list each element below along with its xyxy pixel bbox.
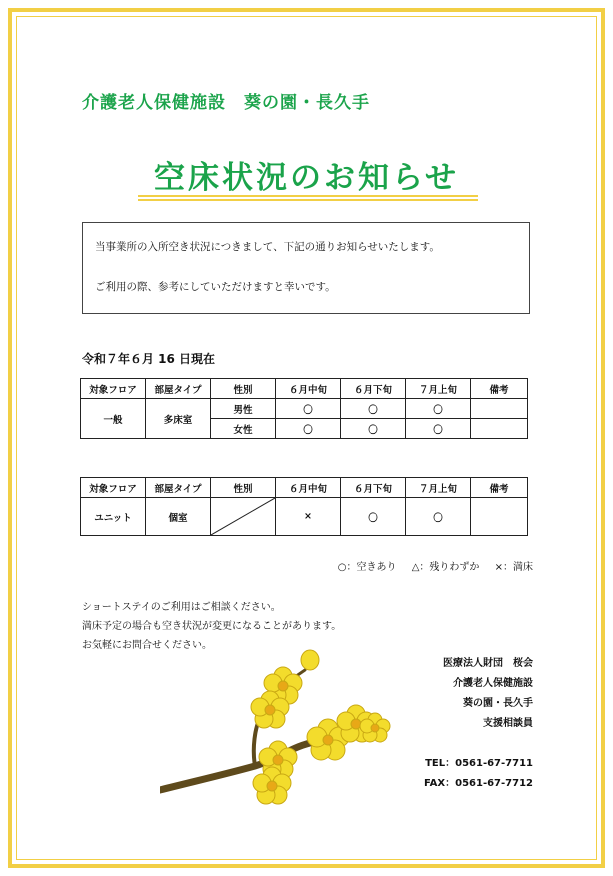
header-mid-june: ６月中旬: [276, 379, 341, 399]
remarks-cell: [471, 498, 528, 536]
diagonal-slash: [211, 498, 275, 535]
status-cell: 〇: [341, 498, 406, 536]
floor-cell: ユニット: [81, 498, 146, 536]
status-cell: 〇: [406, 419, 471, 439]
title-underline-double: [138, 199, 478, 201]
page-title: 空床状況のお知らせ: [153, 160, 460, 196]
note-line: 満床予定の場合も空き状況が変更になることがあります。: [82, 621, 342, 632]
legend-available: ○：空きあり: [337, 562, 397, 573]
status-legend: [326, 558, 533, 573]
facility-type: 介護老人保健施設: [453, 678, 533, 689]
fax-number: FAX：0561-67-7712: [423, 778, 533, 789]
table-row: [81, 399, 528, 419]
status-cell: 〇: [341, 399, 406, 419]
facility-name-footer: 葵の園・長久手: [463, 698, 533, 709]
legend-few-left: △：残りわずか: [411, 562, 480, 573]
header-gender: 性別: [211, 379, 276, 399]
as-of-date: 令和７年６月 16 日現在: [82, 352, 216, 366]
remarks-cell: [471, 399, 528, 419]
notice-box: [82, 222, 530, 314]
gender-cell-male: 男性: [211, 399, 276, 419]
occupancy-table-general: [80, 378, 528, 439]
header-early-july: ７月上旬: [406, 379, 471, 399]
phone-number: TEL：0561-67-7711: [425, 758, 533, 769]
table-header-row: [81, 379, 528, 399]
contact-block: [424, 654, 533, 794]
note-line: ショートステイのご利用はご相談ください。: [82, 602, 281, 613]
legend-full: ×：満床: [494, 562, 533, 573]
status-cell: 〇: [341, 419, 406, 439]
status-cell: ×: [276, 498, 341, 536]
header-remarks: 備考: [471, 379, 528, 399]
header-room-type: 部屋タイプ: [146, 478, 211, 498]
room-type-cell: 多床室: [146, 399, 211, 439]
status-cell: 〇: [276, 399, 341, 419]
notes-block: [82, 598, 341, 655]
occupancy-table-unit: [80, 477, 528, 536]
status-cell: 〇: [276, 419, 341, 439]
notice-line-2: ご利用の際、参考にしていただけますと幸いです。: [95, 281, 336, 293]
gender-cell-na: [211, 498, 276, 536]
note-line: お気軽にお問合せください。: [82, 640, 212, 651]
table-header-row: [81, 478, 528, 498]
table-row: [81, 498, 528, 536]
header-remarks: 備考: [471, 478, 528, 498]
header-mid-june: ６月中旬: [276, 478, 341, 498]
facility-name: 介護老人保健施設 葵の園・長久手: [82, 93, 370, 113]
notice-line-1: 当事業所の入所空き状況につきまして、下記の通りお知らせいたします。: [95, 241, 440, 253]
remarks-cell: [471, 419, 528, 439]
header-room-type: 部屋タイプ: [146, 379, 211, 399]
header-late-june: ６月下旬: [341, 379, 406, 399]
status-cell: 〇: [406, 399, 471, 419]
header-floor: 対象フロア: [81, 478, 146, 498]
gender-cell-female: 女性: [211, 419, 276, 439]
corporation-name: 医療法人財団 桜会: [443, 658, 533, 669]
status-cell: 〇: [406, 498, 471, 536]
header-floor: 対象フロア: [81, 379, 146, 399]
header-late-june: ６月下旬: [341, 478, 406, 498]
department: 支援相談員: [483, 718, 533, 729]
floor-cell: 一般: [81, 399, 146, 439]
room-type-cell: 個室: [146, 498, 211, 536]
title-underline: [138, 195, 478, 197]
plum-blossom-illustration: [160, 648, 395, 808]
header-gender: 性別: [211, 478, 276, 498]
header-early-july: ７月上旬: [406, 478, 471, 498]
